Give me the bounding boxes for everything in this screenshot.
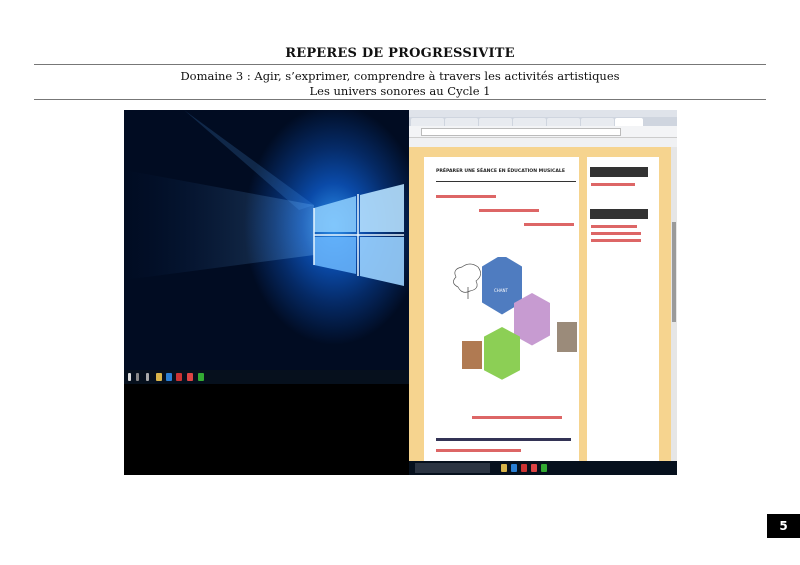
subtitle-rule [34, 99, 766, 100]
child-photo-right [557, 322, 577, 352]
sidebar-header [590, 167, 648, 177]
question-line [524, 223, 574, 226]
browser-tab[interactable] [581, 118, 614, 126]
sidebar-link[interactable] [591, 183, 635, 186]
app-icon[interactable] [176, 373, 182, 381]
browser-side-taskbar [409, 461, 677, 475]
browser-tab[interactable] [547, 118, 580, 126]
document-title: REPERES DE PROGRESSIVITE [285, 46, 515, 61]
embedded-screenshot [124, 110, 677, 475]
blog-sidebar [587, 157, 659, 461]
browser-tab[interactable] [479, 118, 512, 126]
sidebar-link[interactable] [591, 232, 641, 235]
body-text-line [436, 438, 571, 441]
hexagon-green [484, 327, 520, 380]
child-photo-left [462, 341, 482, 369]
bookmarks-bar [409, 138, 677, 147]
link-line[interactable] [436, 449, 521, 452]
chrome-icon[interactable] [187, 373, 193, 381]
taskview-icon[interactable] [136, 373, 139, 381]
browser-scrollbar[interactable] [671, 147, 677, 461]
sidebar-header [590, 209, 648, 219]
cortana-icon[interactable] [146, 373, 149, 381]
excel-icon[interactable] [541, 464, 547, 472]
windows-wallpaper [124, 110, 409, 370]
domain-subtitle: Domaine 3 : Agir, s’exprimer, comprendre à travers les activités artistiques [180, 69, 620, 83]
url-input[interactable] [421, 128, 621, 136]
store-icon[interactable] [511, 464, 517, 472]
question-line [436, 195, 496, 198]
post-title: PRÉPARER UNE SÉANCE EN ÉDUCATION MUSICALE [436, 169, 565, 174]
sidebar-link[interactable] [591, 225, 637, 228]
desktop-panel [124, 110, 409, 475]
browser-tab[interactable] [513, 118, 546, 126]
chrome-icon[interactable] [531, 464, 537, 472]
browser-window [409, 110, 677, 475]
folder-icon[interactable] [156, 373, 162, 381]
windows-logo-icon [124, 110, 409, 370]
sidebar-link[interactable] [591, 239, 641, 242]
post-title-rule [436, 181, 576, 182]
red-caption [472, 416, 562, 419]
cycle-subtitle: Les univers sonores au Cycle 1 [309, 84, 491, 98]
browser-title-bar [409, 110, 677, 117]
tree-illustration [453, 264, 480, 299]
start-icon[interactable] [128, 373, 131, 381]
question-line [479, 209, 539, 212]
taskbar-search[interactable] [415, 463, 490, 473]
browser-tab[interactable] [411, 118, 444, 126]
address-bar [409, 126, 677, 138]
hexagon-diagram [444, 257, 584, 397]
store-icon[interactable] [166, 373, 172, 381]
excel-icon[interactable] [198, 373, 204, 381]
app-icon[interactable] [521, 464, 527, 472]
scrollbar-thumb[interactable] [672, 222, 676, 322]
title-rule [34, 64, 766, 65]
browser-tab[interactable] [445, 118, 478, 126]
browser-tabs [409, 117, 677, 126]
page-number: 5 [767, 514, 800, 538]
desktop-taskbar [124, 370, 409, 384]
hexagon-chant-label: CHANT [494, 288, 508, 293]
folder-icon[interactable] [501, 464, 507, 472]
browser-tab-active[interactable] [615, 118, 643, 126]
blog-post [424, 157, 579, 461]
